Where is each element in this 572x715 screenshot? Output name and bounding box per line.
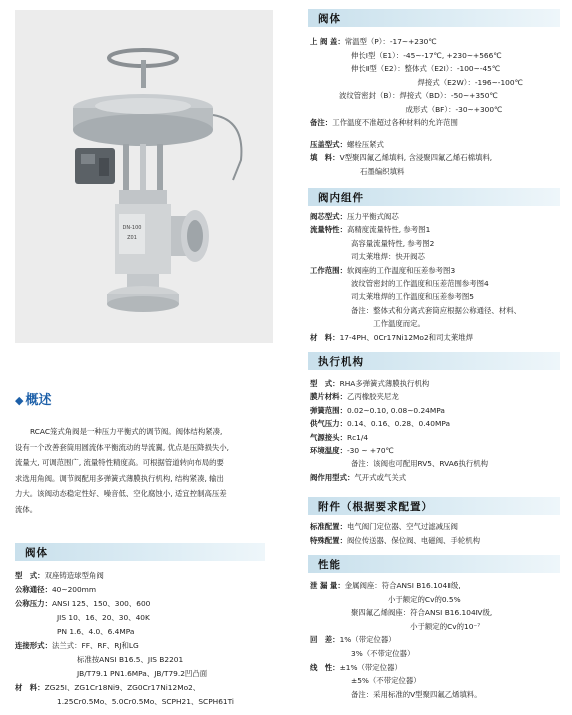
spec-row: 高容量流量特性, 参考图2	[351, 238, 435, 248]
spec-row: 气源接头：Rc1/4	[310, 432, 369, 442]
spec-row: JB/T79.1 PN1.6MPa、JB/T79.2凹凸面	[77, 669, 208, 678]
spec-row: ±5%（不带定位器）	[351, 676, 421, 686]
spec-row: 波纹管密封的工作温度和压差范围参考图4	[351, 279, 489, 289]
spec-row: 伸长Ⅰ型（E1）：-45~-17℃, +230~+566℃	[351, 50, 502, 60]
spec-row: 型 式：RHA多弹簧式薄膜执行机构	[310, 379, 430, 388]
accessories-list	[310, 520, 480, 548]
spec-row: 填 料：V型聚四氟乙烯填料, 含浸聚四氟乙烯石棉填料,	[310, 153, 493, 162]
internals-list	[310, 210, 521, 344]
spec-row: 3%（不带定位器）	[351, 648, 415, 658]
spec-row: 工作温度而定。	[351, 319, 425, 329]
performance-list	[310, 579, 492, 701]
spec-row: PN 1.6、4.0、6.4MPa	[57, 627, 135, 636]
spec-row: 流量特性：高精度流量特性, 参考图1	[310, 225, 431, 235]
spec-row: 回 差：1%（带定位器）	[310, 635, 396, 645]
spec-row: 压盖型式：螺栓压紧式	[310, 139, 384, 149]
angle-valve-illustration	[15, 10, 273, 343]
spec-row: 材 料：ZG25I、ZG1Cr18Ni9、ZG0Cr17Ni12Mo2、	[15, 683, 201, 692]
spec-row: 伸长Ⅱ型（E2）：整体式（E2I）：-100~-45℃	[351, 64, 501, 73]
spec-row: 司太莱堆焊的工作温度和压差参考图5	[351, 292, 474, 302]
spec-row: 波纹管密封（B）：焊接式（BD）：-50~+350℃	[339, 91, 498, 100]
spec-row: 工作范围：软阀座的工作温度和压差参考图3	[310, 265, 456, 275]
spec-row: 连接形式：法兰式：FF、RF、RJ和LG	[15, 641, 139, 650]
performance-header: 性能	[308, 555, 560, 573]
spec-row: 阀作用型式：气开式或气关式	[310, 472, 407, 482]
spec-row: 上 阀 盖：常温型（P）：-17~+230℃	[310, 37, 437, 46]
spec-row: 泄 漏 量：金属阀座：符合ANSI B16.104Ⅱ级,	[310, 581, 461, 590]
spec-row: 标准按ANSI B16.5、JIS B2201	[77, 655, 184, 664]
actuator-header: 执行机构	[308, 352, 560, 370]
overview-title: ◆ 概述	[15, 393, 52, 408]
spec-row: 供气压力：0.14、0.16、0.28、0.40MPa	[310, 419, 450, 429]
spec-row: 小于额定的Cv的10⁻⁷	[351, 621, 481, 631]
overview-paragraph: RCAC笼式角阀是一种压力平衡式的调节阀。阀体结构紧凑, 设有一个改善套筒用圆流体平衡流动的导流翼, 优点是压降损失小, 流量大, 可调范围广, 流量特性精度高。可根据管道转向布局的要 求选用角阀。调节阀配用多弹簧式薄膜执行机构, 结构紧凑, 输出 力大。该阀动态稳定性好、噪音低、空化腐蚀小, 适宜控制高压差 流体。	[15, 427, 229, 514]
right-body-list	[310, 35, 523, 178]
diamond-icon: ◆	[15, 394, 24, 407]
spec-row: 环境温度：-30 ~ +70℃	[310, 446, 394, 456]
spec-row	[310, 130, 523, 138]
left-body-list	[15, 569, 234, 709]
spec-row: 成形式（BF）：-30~+300℃	[339, 104, 503, 114]
spec-row: 阀芯型式：压力平衡式阀芯	[310, 212, 399, 221]
spec-row: 型 式：双座铸造球型角阀	[15, 571, 104, 580]
spec-row: 公称通径：40~200mm	[15, 585, 97, 594]
spec-row: 备注：该阀也可配用RV5、RVA6执行机构	[351, 459, 489, 469]
spec-row: 石墨编织填料	[360, 166, 405, 176]
spec-row: 弹簧范围：0.02~0.10, 0.08~0.24MPa	[310, 405, 445, 415]
spec-row: 标准配置：电气阀门定位器、空气过滤减压阀	[310, 522, 458, 531]
spec-row: 司太莱堆焊：快开阀芯	[351, 252, 425, 262]
body-plate-z: Z01	[127, 235, 137, 241]
spec-row: 膜片材料：乙丙橡胶夹尼龙	[310, 392, 399, 402]
left-body-header: 阀体	[15, 543, 265, 561]
spec-row: 1.25Cr0.5Mo、5.0Cr0.5Mo、SCPH21、SCPH61Ti	[57, 697, 234, 706]
internals-header: 阀内组件	[308, 188, 560, 206]
actuator-list	[310, 377, 488, 484]
spec-row: 备注：工作温度不准超过各种材料的允许范围	[310, 118, 458, 127]
spec-row: 备注：采用标准的V型聚四氟乙烯填料。	[351, 689, 482, 699]
spec-row: 焊接式（E2W）：-196~-100℃	[351, 77, 523, 87]
accessories-header: 附件（根据要求配置）	[308, 497, 560, 515]
spec-row: 小于额定的Cv的0.5%	[351, 594, 461, 604]
spec-row: 备注：整体式和分离式套筒应根据公称通径、材料、	[351, 305, 521, 315]
spec-row: 线 性：±1%（带定位器）	[310, 662, 402, 672]
spec-row: 特殊配置：阀位传送器、保位阀、电磁阀、手轮机构	[310, 536, 481, 545]
spec-row: 聚四氟乙烯阀座：符合ANSI B16.104Ⅳ级,	[351, 608, 493, 618]
spec-row: JIS 10、16、20、30、40K	[57, 613, 150, 622]
product-photo	[15, 10, 273, 343]
right-body-header: 阀体	[308, 9, 560, 27]
spec-row: 材 料：17-4PH、0Cr17Ni12Mo2和司太莱堆焊	[310, 332, 473, 342]
body-plate-dn: DN-100	[122, 225, 142, 231]
spec-row: 公称压力：ANSI 125、150、300、600	[15, 599, 151, 608]
